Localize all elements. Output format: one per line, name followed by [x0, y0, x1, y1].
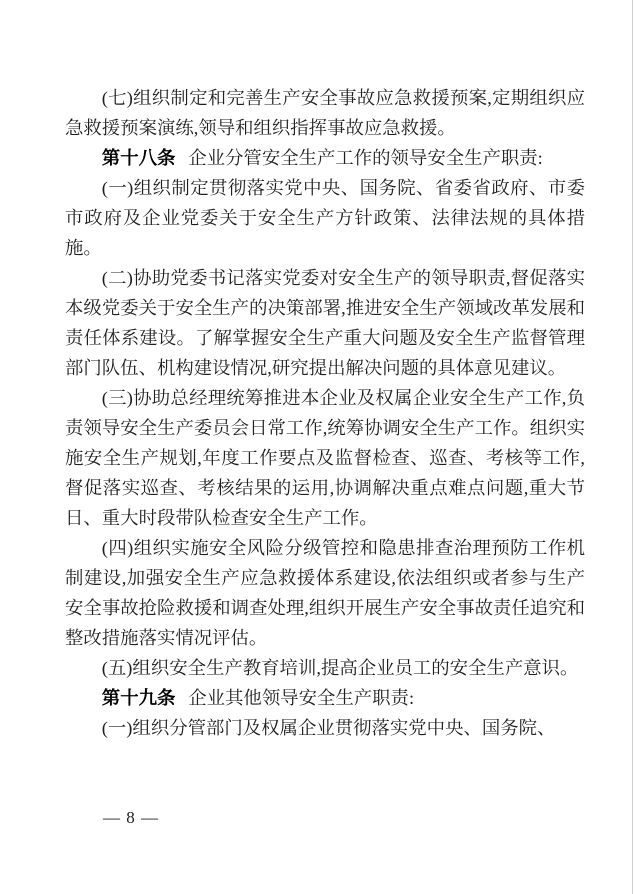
article-title: 企业其他领导安全生产职责: [188, 688, 415, 708]
article-title: 企业分管安全生产工作的领导安全生产职责: [188, 148, 543, 168]
document-body [65, 83, 585, 743]
article-heading [65, 683, 585, 713]
paragraph: (一)组织制定贯彻落实党中央、国务院、省委省政府、市委市政府及企业党委关于安全生产方针政策、法律法规的具体措施。 [65, 178, 585, 258]
paragraph: (二)协助党委书记落实党委对安全生产的领导职责,督促落实本级党委关于安全生产的决策部署,推进安全生产领域改革发展和责任体系建设。了解掌握安全生产重大问题及安全生产监督管理部门队伍、机构建设情况,研究提出解决问题的具体意见建议。 [65, 268, 585, 378]
paragraph: (一)组织分管部门及权属企业贯彻落实党中央、国务院、 [101, 718, 556, 738]
page-edge-line [632, 0, 633, 894]
paragraph: (三)协助总经理统筹推进本企业及权属企业安全生产工作,负责领导安全生产委员会日常工作,统筹协调安全生产工作。组织实施安全生产规划,年度工作要点及监督检查、巡查、考核等工作,督促落实巡查、考核结果的运用,协调解决重点难点问题,重大节日、重大时段带队检查安全生产工作。 [65, 388, 585, 528]
paragraph: (七)组织制定和完善生产安全事故应急救援预案,定期组织应急救援预案演练,领导和组织指挥事故应急救援。 [65, 88, 585, 138]
paragraph: (五)组织安全生产教育培训,提高企业员工的安全生产意识。 [101, 658, 579, 678]
page-number: — 8 — [103, 808, 159, 827]
paragraph: (四)组织实施安全风险分级管控和隐患排查治理预防工作机制建设,加强安全生产应急救援体系建设,依法组织或者参与生产安全事故抢险救援和调查处理,组织开展生产安全事故责任追究和整改措施落实情况评估。 [65, 538, 585, 648]
article-number: 第十八条 [101, 148, 176, 168]
article-number: 第十九条 [101, 688, 176, 708]
article-heading [65, 143, 585, 173]
